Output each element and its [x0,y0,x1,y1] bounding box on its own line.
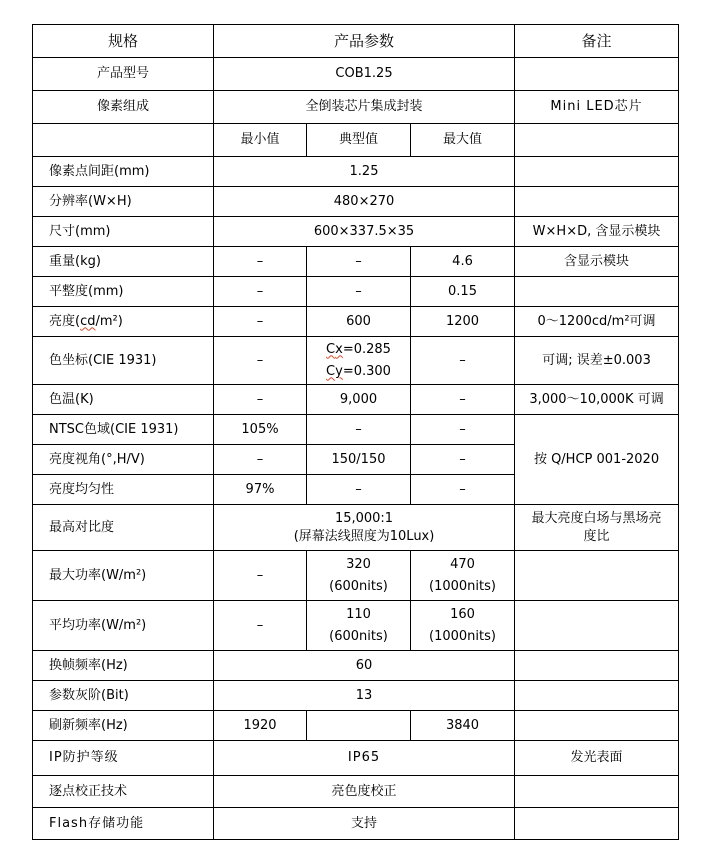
resolution-note [515,187,679,217]
flatness-min: – [214,277,307,307]
row-label-model: 产品型号 [33,58,214,91]
row-label-color-coord: 色坐标(CIE 1931) [33,337,214,385]
header-row [33,25,679,58]
row-label-ip: IP防护等级 [33,741,214,776]
table-row [33,551,679,601]
uniformity-min: 97% [214,475,307,505]
max-power-max [411,551,515,601]
brightness-min: – [214,307,307,337]
flatness-note [515,277,679,307]
ntsc-max: – [411,415,515,445]
brightness-label-unit: cd [80,313,96,329]
model-value: COB1.25 [214,58,515,91]
cy-value: =0.300 [342,363,391,379]
avg-power-note [515,601,679,651]
refresh-typ [307,711,411,741]
flash-note [515,808,679,840]
table-row [33,415,679,445]
brightness-label-b: /m²) [95,313,123,329]
header-note: 备注 [515,25,679,58]
row-label-uniformity: 亮度均匀性 [33,475,214,505]
table-row [33,681,679,711]
avg-power-max [411,601,515,651]
avg-power-typ-nits: (600nits) [329,628,388,644]
subheader-note [515,124,679,157]
table-row [33,385,679,415]
model-note [515,58,679,91]
contrast-value [214,505,515,551]
view-angle-max: – [411,445,515,475]
subheader-typ: 典型值 [307,124,411,157]
cx-letter: C [326,341,336,357]
row-label-pitch: 像素点间距(mm) [33,157,214,187]
brightness-max: 1200 [411,307,515,337]
table-row [33,776,679,808]
table-row [33,247,679,277]
avg-power-typ-value: 110 [346,606,371,622]
pixel-composition-value: 全倒装芯片集成封装 [214,91,515,124]
pitch-note [515,157,679,187]
table-row [33,505,679,551]
max-power-typ-value: 320 [346,556,371,572]
brightness-label-a: 亮度( [49,313,81,329]
table-row [33,277,679,307]
cx-sub: x [335,341,343,357]
color-temp-max: – [411,385,515,415]
frame-rate-value: 60 [214,651,515,681]
max-power-max-value: 470 [450,556,475,572]
cx-symbol [326,342,343,357]
group-note: 按 Q/HCP 001-2020 [515,415,679,505]
ntsc-typ: – [307,415,411,445]
row-label-flash: Flash存储功能 [33,808,214,840]
refresh-max: 3840 [411,711,515,741]
color-temp-min: – [214,385,307,415]
frame-rate-note [515,651,679,681]
ip-note: 发光表面 [515,741,679,776]
row-label-ntsc: NTSC色域(CIE 1931) [33,415,214,445]
contrast-value-1: 15,000:1 [334,510,394,526]
subheader-max: 最大值 [411,124,515,157]
row-label-refresh: 刷新频率(Hz) [33,711,214,741]
table-row [33,157,679,187]
weight-typ: – [307,247,411,277]
spec-table [32,24,679,840]
view-angle-typ: 150/150 [307,445,411,475]
table-row [33,711,679,741]
subheader-row [33,124,679,157]
table-row [33,307,679,337]
ntsc-min: 105% [214,415,307,445]
size-value: 600×337.5×35 [214,217,515,247]
color-coord-min: – [214,337,307,385]
pixel-composition-note: Mini LED芯片 [515,91,679,124]
pitch-value: 1.25 [214,157,515,187]
row-label-gray-scale: 参数灰阶(Bit) [33,681,214,711]
contrast-note: 最大亮度白场与黑场亮度比 [515,505,679,551]
table-row [33,337,679,385]
color-temp-note: 3,000～10,000K 可调 [515,385,679,415]
max-power-typ-nits: (600nits) [329,578,388,594]
uniformity-typ: – [307,475,411,505]
max-power-typ [307,551,411,601]
cy-symbol [326,364,343,379]
row-label-frame-rate: 换帧频率(Hz) [33,651,214,681]
resolution-value: 480×270 [214,187,515,217]
color-coord-max: – [411,337,515,385]
color-coord-cx [313,339,404,361]
color-temp-typ: 9,000 [307,385,411,415]
avg-power-max-nits: (1000nits) [429,628,496,644]
row-label-size: 尺寸(mm) [33,217,214,247]
subheader-blank [33,124,214,157]
flash-value: 支持 [214,808,515,840]
row-label-brightness [33,307,214,337]
brightness-note: 0～1200cd/m²可调 [515,307,679,337]
size-note: W×H×D, 含显示模块 [515,217,679,247]
row-label-contrast: 最高对比度 [33,505,214,551]
color-coord-typ [307,337,411,385]
weight-note: 含显示模块 [515,247,679,277]
row-label-avg-power: 平均功率(W/m²) [33,601,214,651]
calibration-value: 亮色度校正 [214,776,515,808]
color-coord-note: 可调; 误差±0.003 [515,337,679,385]
row-label-weight: 重量(kg) [33,247,214,277]
weight-min: – [214,247,307,277]
cy-sub: y [335,363,343,379]
subheader-min: 最小值 [214,124,307,157]
flatness-max: 0.15 [411,277,515,307]
avg-power-max-value: 160 [450,606,475,622]
uniformity-max: – [411,475,515,505]
refresh-min: 1920 [214,711,307,741]
color-coord-cy [313,361,404,383]
table-row [33,187,679,217]
max-power-note [515,551,679,601]
table-row [33,217,679,247]
brightness-typ: 600 [307,307,411,337]
avg-power-typ [307,601,411,651]
row-label-resolution: 分辨率(W×H) [33,187,214,217]
table-row [33,808,679,840]
contrast-value-2: (屏幕法线照度为10Lux) [293,528,435,544]
cy-letter: C [326,363,336,379]
flatness-typ: – [307,277,411,307]
row-label-flatness: 平整度(mm) [33,277,214,307]
gray-scale-note [515,681,679,711]
view-angle-min: – [214,445,307,475]
table-row [33,58,679,91]
ip-value: IP65 [214,741,515,776]
row-label-max-power: 最大功率(W/m²) [33,551,214,601]
refresh-note [515,711,679,741]
max-power-max-nits: (1000nits) [429,578,496,594]
row-label-color-temp: 色温(K) [33,385,214,415]
header-params: 产品参数 [214,25,515,58]
row-label-view-angle: 亮度视角(°,H/V) [33,445,214,475]
gray-scale-value: 13 [214,681,515,711]
table-row [33,601,679,651]
table-row [33,741,679,776]
cx-value: =0.285 [342,341,391,357]
row-label-pixel-composition: 像素组成 [33,91,214,124]
row-label-calibration: 逐点校正技术 [33,776,214,808]
avg-power-min: – [214,601,307,651]
weight-max: 4.6 [411,247,515,277]
calibration-note [515,776,679,808]
max-power-min: – [214,551,307,601]
table-row [33,91,679,124]
table-row [33,651,679,681]
header-spec: 规格 [33,25,214,58]
